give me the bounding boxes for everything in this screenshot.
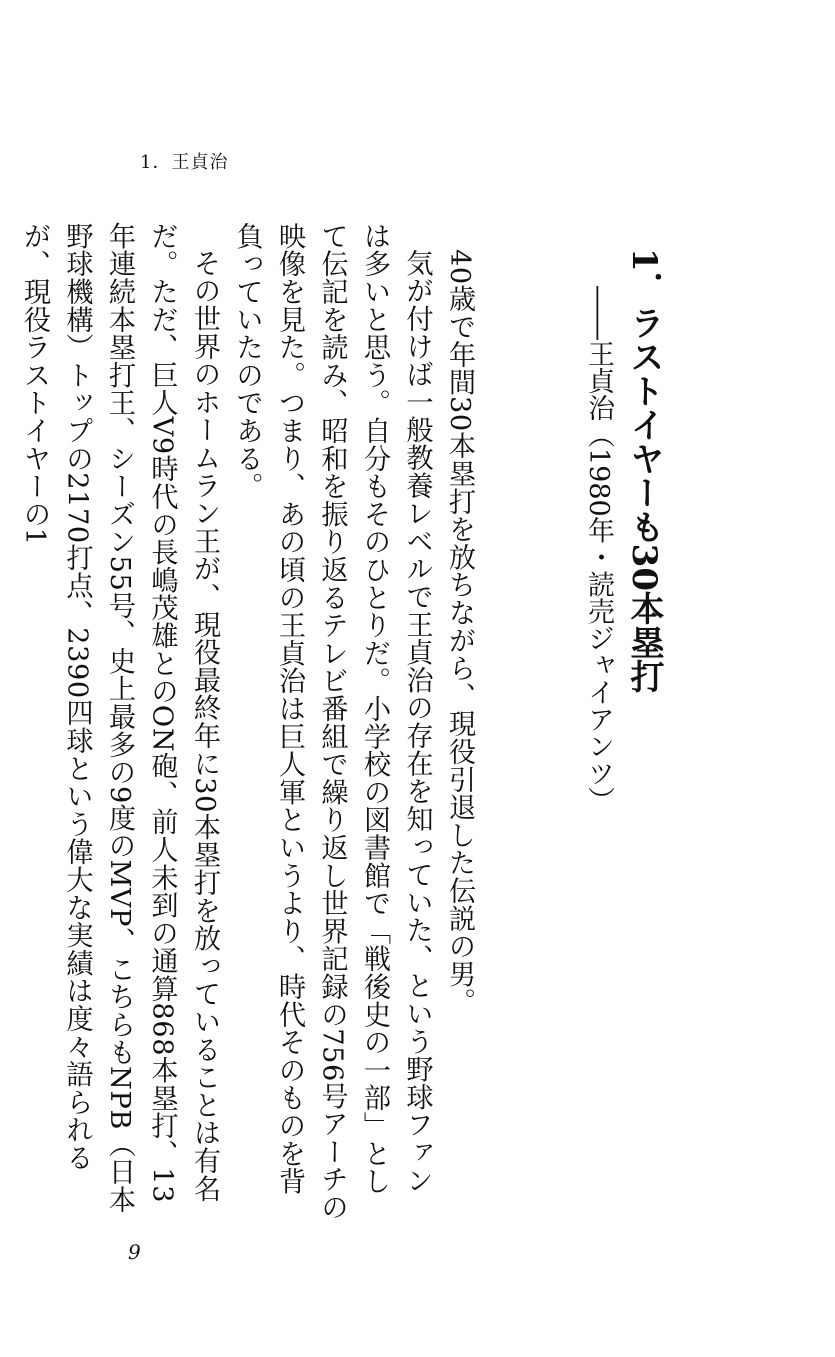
page-number: 9	[128, 1240, 141, 1264]
chapter-heading	[583, 248, 670, 814]
paragraph: 40歳で年間30本塁打を放ちながら、現役引退した伝説の男。	[444, 249, 475, 1016]
paragraph: 気が付けば一般教養レベルで王貞治の存在を知っていた、という野球ファンは多いと思う。自分もそのひとりだ。小学校の図書館で「戦後史の一部」として伝記を読み、昭和を振り返るテレビ番組で繰り返し世界記録の756号アーチの映像を見た。つまり、あの頃の王貞治は巨人軍というより、時代そのものを背負っていたのである。	[231, 222, 433, 1221]
chapter-subtitle: ――王貞治（1980年・読売ジャイアンツ）	[583, 286, 614, 814]
chapter-title: 1．ラストイヤーも30本塁打	[624, 248, 664, 693]
body-text	[19, 222, 480, 1222]
paragraph: その世界のホームラン王が、現役最終年に30本塁打を放っていることは有名だ。ただ、巨人V9時代の長嶋茂雄とのON砲、前人未到の通算868本塁打、13年連続本塁打王、シーズン55号、史上最多の9度のMVP、こちらもNPB（日本野球機構）トップの2170打点、2390四球という偉大な実績は度々語られるが、現役ラストイヤーの1	[19, 222, 220, 1214]
running-head: 1．王貞治	[140, 152, 229, 173]
